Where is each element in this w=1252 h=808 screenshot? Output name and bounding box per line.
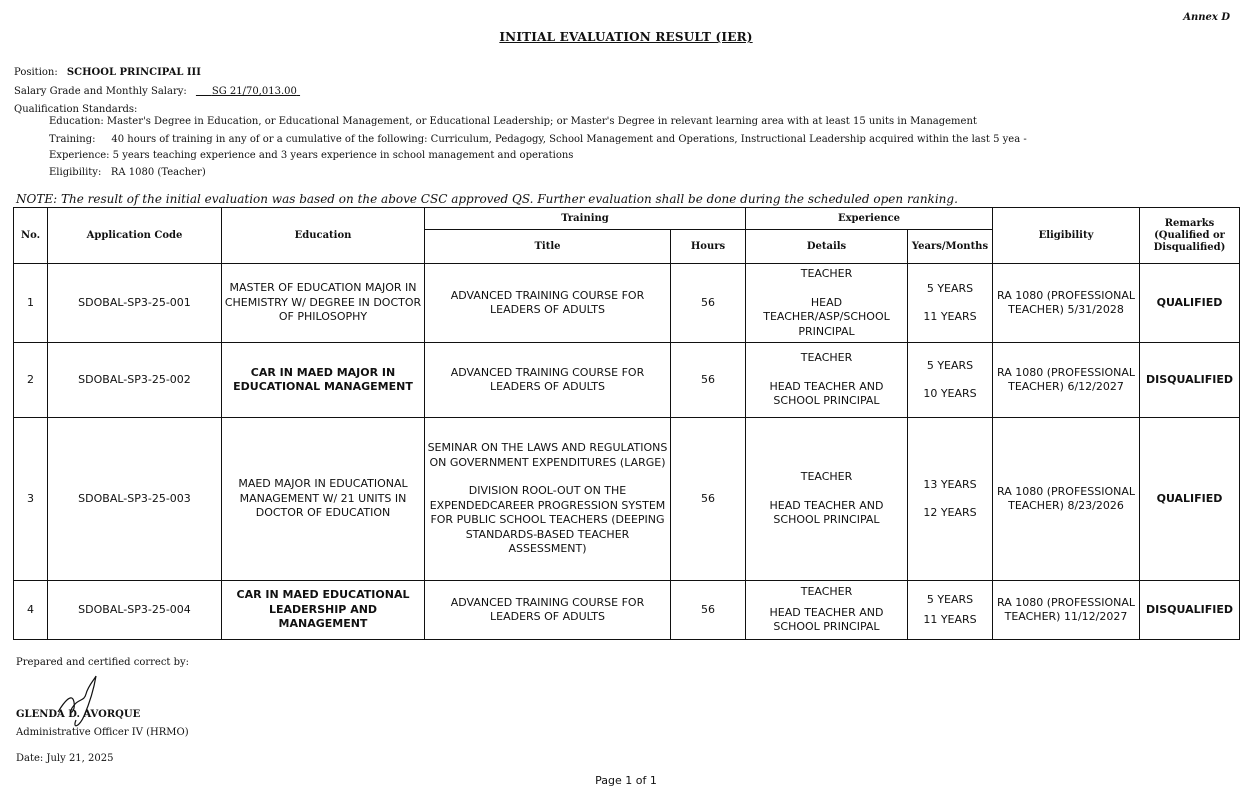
training-title-second: DIVISION ROOL-OUT ON THE EXPENDEDCAREER PROGRESSION SYSTEM FOR PUBLIC SCHOOL TEACHERS (DEEPING STANDARDS-BASED TEACHER ASSESSMENT) — [429, 484, 666, 556]
header-eligibility: Eligibility — [993, 208, 1140, 264]
evaluation-note: NOTE: The result of the initial evaluation was based on the above CSC approved QS. Further evaluation shall be done during the scheduled open ranking. — [16, 192, 958, 206]
qs-label: Qualification Standards: — [14, 104, 138, 115]
header-no: No. — [14, 208, 48, 264]
experience-years-second: 11 YEARS — [923, 613, 977, 626]
row-remarks: QUALIFIED — [1140, 418, 1240, 581]
annex-label: Annex D — [1183, 12, 1230, 23]
document-title: INITIAL EVALUATION RESULT (IER) — [499, 30, 753, 44]
row-eligibility: RA 1080 (PROFESSIONAL TEACHER) 8/23/2026 — [993, 418, 1140, 581]
header-application-code: Application Code — [48, 208, 222, 264]
row-remarks: DISQUALIFIED — [1140, 343, 1240, 418]
row-experience-years — [908, 418, 993, 581]
experience-years-first: 5 YEARS — [926, 281, 974, 295]
experience-years-first: 13 YEARS — [923, 477, 977, 491]
row-experience-details — [746, 418, 908, 581]
header-education: Education — [222, 208, 425, 264]
signatory-name: GLENDA D. AVORQUE — [16, 709, 141, 720]
row-no: 4 — [14, 581, 48, 640]
experience-detail-second: HEAD TEACHER AND SCHOOL PRINCIPAL — [769, 605, 884, 634]
row-training-title: ADVANCED TRAINING COURSE FOR LEADERS OF ADULTS — [425, 264, 671, 343]
row-application-code: SDOBAL-SP3-25-001 — [48, 264, 222, 343]
experience-detail-first: TEACHER — [800, 470, 853, 484]
experience-years-first: 5 YEARS — [926, 592, 974, 606]
experience-detail-first: TEACHER — [800, 351, 853, 365]
training-title-first: SEMINAR ON THE LAWS AND REGULATIONS ON GOVERNMENT EXPENDITURES (LARGE) — [427, 441, 668, 469]
row-training-hours: 56 — [671, 418, 746, 581]
header-training: Training — [425, 208, 746, 230]
position-line — [14, 67, 201, 78]
row-education: MAED MAJOR IN EDUCATIONAL MANAGEMENT W/ 21 UNITS IN DOCTOR OF EDUCATION — [222, 418, 425, 581]
handwritten-signature — [50, 672, 120, 734]
row-experience-years — [908, 264, 993, 343]
experience-detail-first: TEACHER — [800, 585, 853, 599]
experience-detail-second: HEAD TEACHER AND SCHOOL PRINCIPAL — [769, 379, 884, 408]
experience-years-first: 5 YEARS — [926, 358, 974, 372]
evaluation-table — [13, 207, 1240, 640]
signatory-role: Administrative Officer IV (HRMO) — [16, 727, 189, 738]
position-value: SCHOOL PRINCIPAL III — [66, 67, 201, 78]
qs-eligibility: Eligibility: RA 1080 (Teacher) — [49, 167, 206, 178]
date-line: Date: July 21, 2025 — [16, 753, 114, 764]
row-training-title: ADVANCED TRAINING COURSE FOR LEADERS OF ADULTS — [425, 581, 671, 640]
row-education: MASTER OF EDUCATION MAJOR IN CHEMISTRY W/ DEGREE IN DOCTOR OF PHILOSOPHY — [222, 264, 425, 343]
experience-detail-first: TEACHER — [800, 267, 853, 280]
experience-detail-second: HEAD TEACHER/ASP/SCHOOL PRINCIPAL — [763, 295, 890, 338]
row-training-hours: 56 — [671, 264, 746, 343]
header-experience-years: Years/Months — [908, 230, 993, 264]
header-training-hours: Hours — [671, 230, 746, 264]
header-experience: Experience — [746, 208, 993, 230]
row-experience-details — [746, 264, 908, 343]
qs-experience: Experience: 5 years teaching experience and 3 years experience in school management and operations — [49, 150, 574, 161]
qs-training: Training: 40 hours of training in any of or a cumulative of the following: Curriculum, Pedagogy, School Management and Operations, Instructional Leadership acquired within the last 5 yea - — [49, 134, 1027, 145]
position-label: Position: — [14, 67, 58, 78]
row-experience-details — [746, 343, 908, 418]
salary-line — [14, 86, 300, 97]
row-remarks: QUALIFIED — [1140, 264, 1240, 343]
salary-label: Salary Grade and Monthly Salary: — [14, 86, 187, 97]
row-no: 1 — [14, 264, 48, 343]
row-application-code: SDOBAL-SP3-25-002 — [48, 343, 222, 418]
row-eligibility: RA 1080 (PROFESSIONAL TEACHER) 11/12/2027 — [993, 581, 1140, 640]
table-row — [14, 418, 1240, 581]
experience-years-second: 11 YEARS — [923, 310, 977, 323]
salary-value: SG 21/70,013.00 — [211, 86, 297, 97]
row-no: 2 — [14, 343, 48, 418]
row-training-title — [425, 418, 671, 581]
row-application-code: SDOBAL-SP3-25-003 — [48, 418, 222, 581]
experience-years-second: 12 YEARS — [923, 506, 977, 519]
page-number: Page 1 of 1 — [595, 774, 657, 787]
experience-years-second: 10 YEARS — [923, 387, 977, 400]
row-education: CAR IN MAED MAJOR IN EDUCATIONAL MANAGEMENT — [222, 343, 425, 418]
row-remarks: DISQUALIFIED — [1140, 581, 1240, 640]
table-row — [14, 343, 1240, 418]
prepared-by-label: Prepared and certified correct by: — [16, 657, 190, 668]
header-training-title: Title — [425, 230, 671, 264]
table-row — [14, 264, 1240, 343]
experience-detail-second: HEAD TEACHER AND SCHOOL PRINCIPAL — [769, 498, 884, 527]
row-no: 3 — [14, 418, 48, 581]
row-experience-details — [746, 581, 908, 640]
row-education: CAR IN MAED EDUCATIONAL LEADERSHIP AND MANAGEMENT — [222, 581, 425, 640]
row-training-hours: 56 — [671, 581, 746, 640]
row-training-hours: 56 — [671, 343, 746, 418]
header-experience-details: Details — [746, 230, 908, 264]
row-eligibility: RA 1080 (PROFESSIONAL TEACHER) 5/31/2028 — [993, 264, 1140, 343]
row-eligibility: RA 1080 (PROFESSIONAL TEACHER) 6/12/2027 — [993, 343, 1140, 418]
qs-education: Education: Master's Degree in Education, or Educational Management, or Educational Leadership; or Master's Degree in relevant learning area with at least 15 units in Management — [49, 116, 977, 127]
header-remarks: Remarks (Qualified or Disqualified) — [1140, 208, 1240, 264]
row-experience-years — [908, 343, 993, 418]
table-row — [14, 581, 1240, 640]
row-training-title: ADVANCED TRAINING COURSE FOR LEADERS OF ADULTS — [425, 343, 671, 418]
row-experience-years — [908, 581, 993, 640]
row-application-code: SDOBAL-SP3-25-004 — [48, 581, 222, 640]
